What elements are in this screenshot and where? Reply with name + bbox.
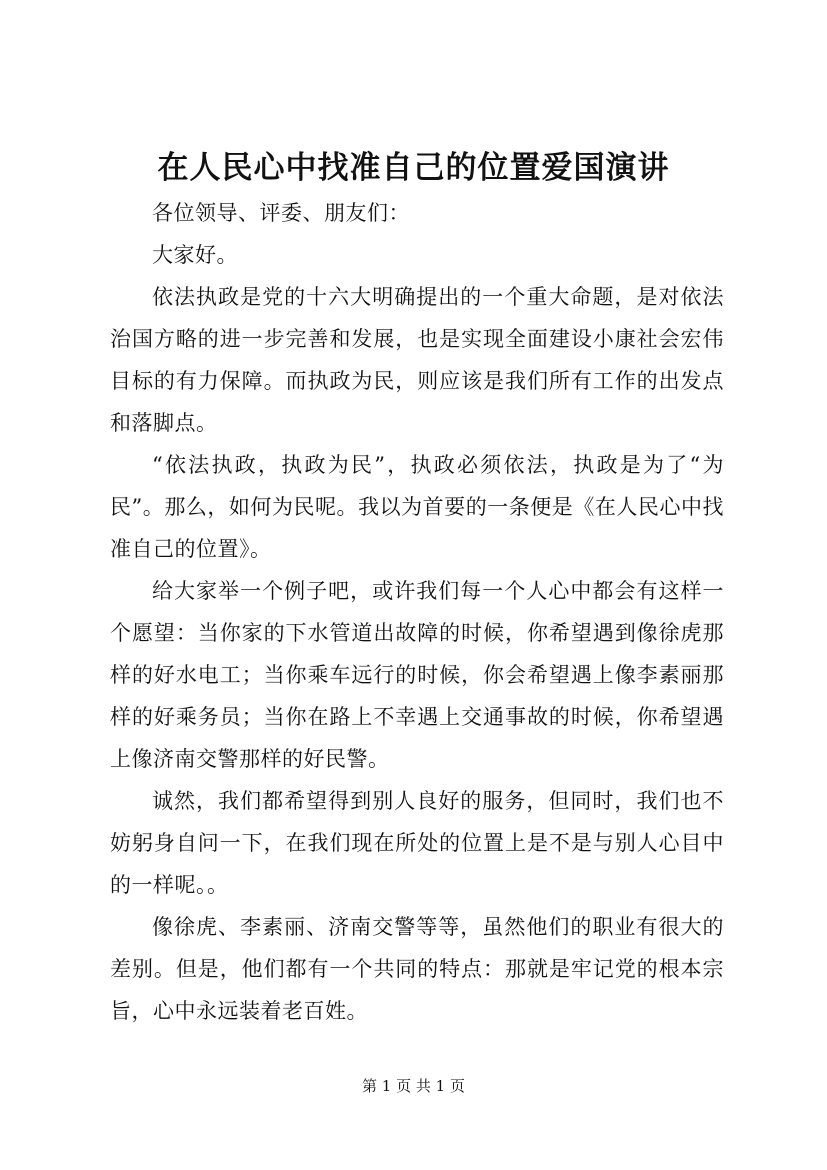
page-footer: 第 1 页 共 1 页 [362,1077,465,1095]
paragraph-3: 给大家举一个例子吧，或许我们每一个人心中都会有这样一个愿望：当你家的下水管道出故障的时候，你希望遇到像徐虎那样的好水电工；当你乘车远行的时候，你会希望遇上像李素丽那样的好乘务员；当你在路上不幸遇上交通事故的时候，你希望遇上像济南交警那样的好民警。 [110,579,724,771]
paragraph-1: 依法执政是党的十六大明确提出的一个重大命题，是对依法治国方略的进一步完善和发展，也是实现全面建设小康社会宏伟目标的有力保障。而执政为民，则应该是我们所有工作的出发点和落脚点。 [110,285,724,435]
paragraph-2: “依法执政，执政为民”，执政必须依法，执政是为了“为民”。那么，如何为民呢。我以为首要的一条便是《在人民心中找准自己的位置》。 [110,453,724,561]
paragraph-hello: 大家好。 [152,243,238,267]
paragraph-greeting: 各位领导、评委、朋友们： [152,201,410,225]
document-title: 在人民心中找准自己的位置爱国演讲 [157,150,670,186]
document-body [110,192,724,1032]
paragraph-5: 像徐虎、李素丽、济南交警等等，虽然他们的职业有很大的差别。但是，他们都有一个共同的特点：那就是牢记党的根本宗旨，心中永远装着老百姓。 [110,915,724,1023]
paragraph-4: 诚然，我们都希望得到别人良好的服务，但同时，我们也不妨躬身自问一下，在我们现在所处的位置上是不是与别人心目中的一样呢。。 [110,789,724,897]
